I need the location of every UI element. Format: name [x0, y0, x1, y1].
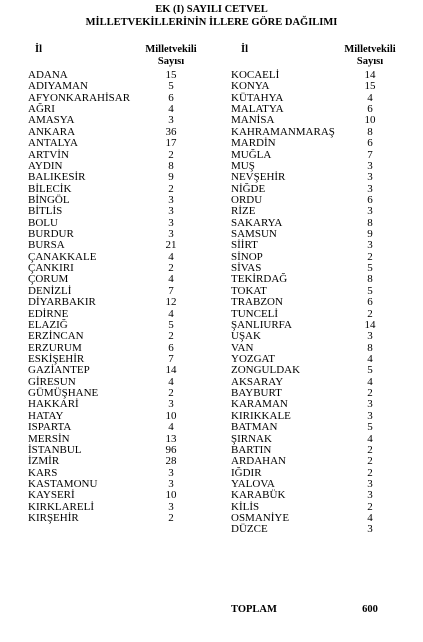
province-name: KIRKLARELİ	[28, 500, 94, 513]
deputy-count: 3	[168, 466, 174, 479]
province-name: BURDUR	[28, 228, 74, 241]
province-name: BİNGÖL	[28, 193, 70, 206]
deputy-count: 17	[165, 137, 177, 150]
deputy-count: 2	[367, 307, 373, 320]
province-name: YALOVA	[231, 477, 275, 490]
deputy-count: 3	[367, 171, 373, 184]
province-name: KIRŞEHİR	[28, 512, 79, 525]
deputy-count: 9	[367, 228, 373, 241]
province-name: ÇANKIRI	[28, 262, 74, 275]
deputy-count: 21	[165, 239, 177, 252]
province-name: TEKİRDAĞ	[231, 273, 288, 286]
province-name: BAYBURT	[231, 387, 282, 400]
province-name: ÇORUM	[28, 273, 69, 286]
deputy-count: 2	[168, 262, 174, 275]
deputy-count: 3	[168, 500, 174, 513]
right-count-header-line2: Sayısı	[356, 56, 384, 67]
deputy-count: 4	[168, 307, 174, 320]
province-name: DÜZCE	[231, 523, 268, 536]
province-name: ZONGULDAK	[231, 364, 301, 377]
deputy-count: 6	[367, 137, 373, 150]
province-name: KÜTAHYA	[231, 91, 284, 104]
province-name: ELAZIĞ	[28, 318, 68, 331]
province-name: AYDIN	[28, 159, 63, 172]
province-name: KARABÜK	[231, 489, 286, 502]
deputy-count: 5	[168, 318, 174, 331]
deputy-count: 2	[168, 387, 174, 400]
deputy-count: 4	[168, 375, 174, 388]
deputy-count: 2	[168, 148, 174, 161]
province-name: MANİSA	[231, 114, 275, 127]
province-name: AFYONKARAHİSAR	[28, 91, 131, 104]
province-name: HATAY	[28, 409, 64, 422]
deputy-count: 14	[364, 69, 376, 81]
deputy-count: 6	[367, 296, 373, 309]
deputy-count: 4	[367, 375, 373, 388]
deputy-count: 2	[168, 512, 174, 525]
province-name: HAKKARİ	[28, 398, 79, 411]
province-name: BATMAN	[231, 421, 278, 434]
province-name: ARTVİN	[28, 148, 69, 161]
deputy-count: 2	[367, 455, 373, 468]
deputy-count: 2	[168, 330, 174, 343]
province-name: ISPARTA	[28, 421, 72, 434]
deputy-count: 3	[168, 205, 174, 218]
deputy-count: 2	[367, 500, 373, 513]
deputy-count: 3	[168, 193, 174, 206]
deputy-count: 5	[168, 80, 174, 93]
province-name: TOKAT	[231, 284, 267, 297]
deputy-count: 3	[367, 523, 373, 536]
deputy-count: 4	[168, 273, 174, 286]
province-name: KAHRAMANMARAŞ	[231, 125, 335, 138]
deputy-count: 4	[367, 432, 373, 445]
province-name: BALIKESİR	[28, 171, 86, 184]
province-name: EDİRNE	[28, 307, 69, 320]
province-name: KONYA	[231, 80, 270, 93]
province-name: GİRESUN	[28, 375, 76, 388]
deputy-count: 3	[367, 489, 373, 502]
province-name: ESKİŞEHİR	[28, 352, 85, 365]
deputy-count: 4	[168, 421, 174, 434]
province-name: ŞIRNAK	[231, 432, 272, 445]
deputy-count: 6	[367, 193, 373, 206]
deputy-count: 3	[168, 228, 174, 241]
deputy-count: 7	[367, 148, 373, 161]
province-name: SİİRT	[231, 239, 258, 252]
deputy-count: 12	[165, 296, 177, 309]
province-name: KAYSERİ	[28, 489, 75, 502]
deputy-count: 6	[367, 103, 373, 116]
deputy-count: 13	[165, 432, 177, 445]
deputy-count: 2	[367, 466, 373, 479]
province-name: AKSARAY	[231, 375, 284, 388]
province-name: ERZURUM	[28, 341, 82, 354]
province-name: MERSİN	[28, 432, 70, 445]
province-name: ERZİNCAN	[28, 330, 84, 343]
right-il-header: İl	[241, 44, 249, 55]
province-name: GÜMÜŞHANE	[28, 387, 99, 400]
province-name: BURSA	[28, 239, 65, 252]
province-name: ANKARA	[28, 125, 76, 138]
province-name: SİNOP	[231, 250, 263, 263]
deputy-count: 5	[367, 421, 373, 434]
deputy-count: 9	[168, 171, 174, 184]
province-name: BOLU	[28, 216, 58, 229]
left-count-list	[156, 70, 186, 524]
province-name: BİTLİS	[28, 205, 63, 218]
deputy-count: 5	[367, 262, 373, 275]
deputy-count: 10	[165, 409, 177, 422]
right-province-list	[231, 70, 335, 536]
province-name: İSTANBUL	[28, 443, 82, 456]
province-name: MALATYA	[231, 103, 284, 116]
deputy-count: 3	[367, 239, 373, 252]
province-name: RİZE	[231, 205, 256, 218]
left-count-header-line2: Sayısı	[157, 56, 185, 67]
province-name: KARS	[28, 466, 58, 479]
deputy-count: 10	[364, 114, 376, 127]
deputy-count: 3	[367, 159, 373, 172]
province-name: YOZGAT	[231, 352, 275, 365]
deputy-count: 15	[364, 80, 376, 93]
deputy-count: 6	[168, 91, 174, 104]
deputy-count: 14	[364, 318, 376, 331]
province-name: ŞANLIURFA	[231, 318, 292, 331]
province-name: MUĞLA	[231, 148, 272, 161]
deputy-count: 4	[168, 250, 174, 263]
deputy-count: 5	[367, 284, 373, 297]
province-name: NİĞDE	[231, 182, 266, 195]
deputy-count: 3	[168, 216, 174, 229]
province-name: MUŞ	[231, 159, 255, 172]
province-name: ADIYAMAN	[28, 80, 88, 93]
deputy-count: 36	[165, 125, 177, 138]
province-name: GAZİANTEP	[28, 364, 90, 377]
province-name: AĞRI	[28, 103, 55, 116]
province-name: VAN	[231, 341, 254, 354]
deputy-count: 2	[367, 387, 373, 400]
deputy-count: 8	[367, 273, 373, 286]
deputy-count: 7	[168, 284, 174, 297]
province-name: BİLECİK	[28, 182, 72, 195]
deputy-count: 3	[367, 205, 373, 218]
province-name: KIRIKKALE	[231, 409, 291, 422]
deputy-count: 2	[367, 250, 373, 263]
deputy-count: 4	[367, 91, 373, 104]
deputy-count: 96	[165, 443, 177, 456]
deputy-count: 3	[168, 398, 174, 411]
deputy-count: 28	[165, 455, 177, 468]
province-name: SAKARYA	[231, 216, 283, 229]
province-name: KARAMAN	[231, 398, 288, 411]
province-name: KASTAMONU	[28, 477, 98, 490]
deputy-count: 8	[367, 216, 373, 229]
deputy-count: 8	[367, 341, 373, 354]
deputy-count: 4	[367, 352, 373, 365]
deputy-count: 3	[367, 330, 373, 343]
document-subtitle: MİLLETVEKİLLERİNİN İLLERE GÖRE DAĞILIMI	[85, 17, 338, 28]
province-name: OSMANİYE	[231, 512, 290, 525]
deputy-count: 14	[165, 364, 177, 377]
province-name: MARDİN	[231, 137, 276, 150]
deputy-count: 7	[168, 352, 174, 365]
province-name: TUNCELİ	[231, 307, 279, 320]
province-name: AMASYA	[28, 114, 75, 127]
province-name: İZMİR	[28, 455, 60, 468]
province-name: ADANA	[28, 69, 68, 81]
province-name: NEVŞEHİR	[231, 171, 286, 184]
province-name: ÇANAKKALE	[28, 250, 97, 263]
deputy-count: 10	[165, 489, 177, 502]
right-count-header-line1: Milletvekili	[344, 44, 396, 55]
province-name: DİYARBAKIR	[28, 296, 96, 309]
deputy-count: 3	[367, 398, 373, 411]
deputy-count: 4	[168, 103, 174, 116]
province-name: KOCAELİ	[231, 69, 280, 81]
deputy-count: 5	[367, 364, 373, 377]
province-name: SİVAS	[231, 262, 262, 275]
deputy-count: 4	[367, 512, 373, 525]
left-il-header: İl	[35, 44, 43, 55]
document-title: EK (I) SAYILI CETVEL	[155, 4, 268, 15]
province-name: ANTALYA	[28, 137, 78, 150]
province-name: KİLİS	[231, 500, 260, 513]
province-name: SAMSUN	[231, 228, 277, 241]
left-province-list	[28, 70, 130, 524]
deputy-count: 15	[165, 69, 177, 81]
deputy-count: 8	[367, 125, 373, 138]
deputy-count: 3	[168, 114, 174, 127]
deputy-count: 8	[168, 159, 174, 172]
province-name: IĞDIR	[231, 466, 262, 479]
deputy-count: 6	[168, 341, 174, 354]
deputy-count: 3	[367, 477, 373, 490]
total-label: TOPLAM	[231, 604, 277, 615]
left-count-header-line1: Milletvekili	[145, 44, 197, 55]
province-name: ORDU	[231, 193, 263, 206]
right-count-list	[355, 70, 385, 536]
province-name: ARDAHAN	[231, 455, 286, 468]
deputy-count: 3	[168, 477, 174, 490]
province-name: TRABZON	[231, 296, 283, 309]
province-name: UŞAK	[231, 330, 261, 343]
deputy-count: 2	[367, 443, 373, 456]
deputy-count: 3	[367, 182, 373, 195]
deputy-count: 3	[367, 409, 373, 422]
deputy-count: 2	[168, 182, 174, 195]
province-name: BARTIN	[231, 443, 272, 456]
total-value: 600	[362, 604, 378, 615]
province-name: DENİZLİ	[28, 284, 72, 297]
